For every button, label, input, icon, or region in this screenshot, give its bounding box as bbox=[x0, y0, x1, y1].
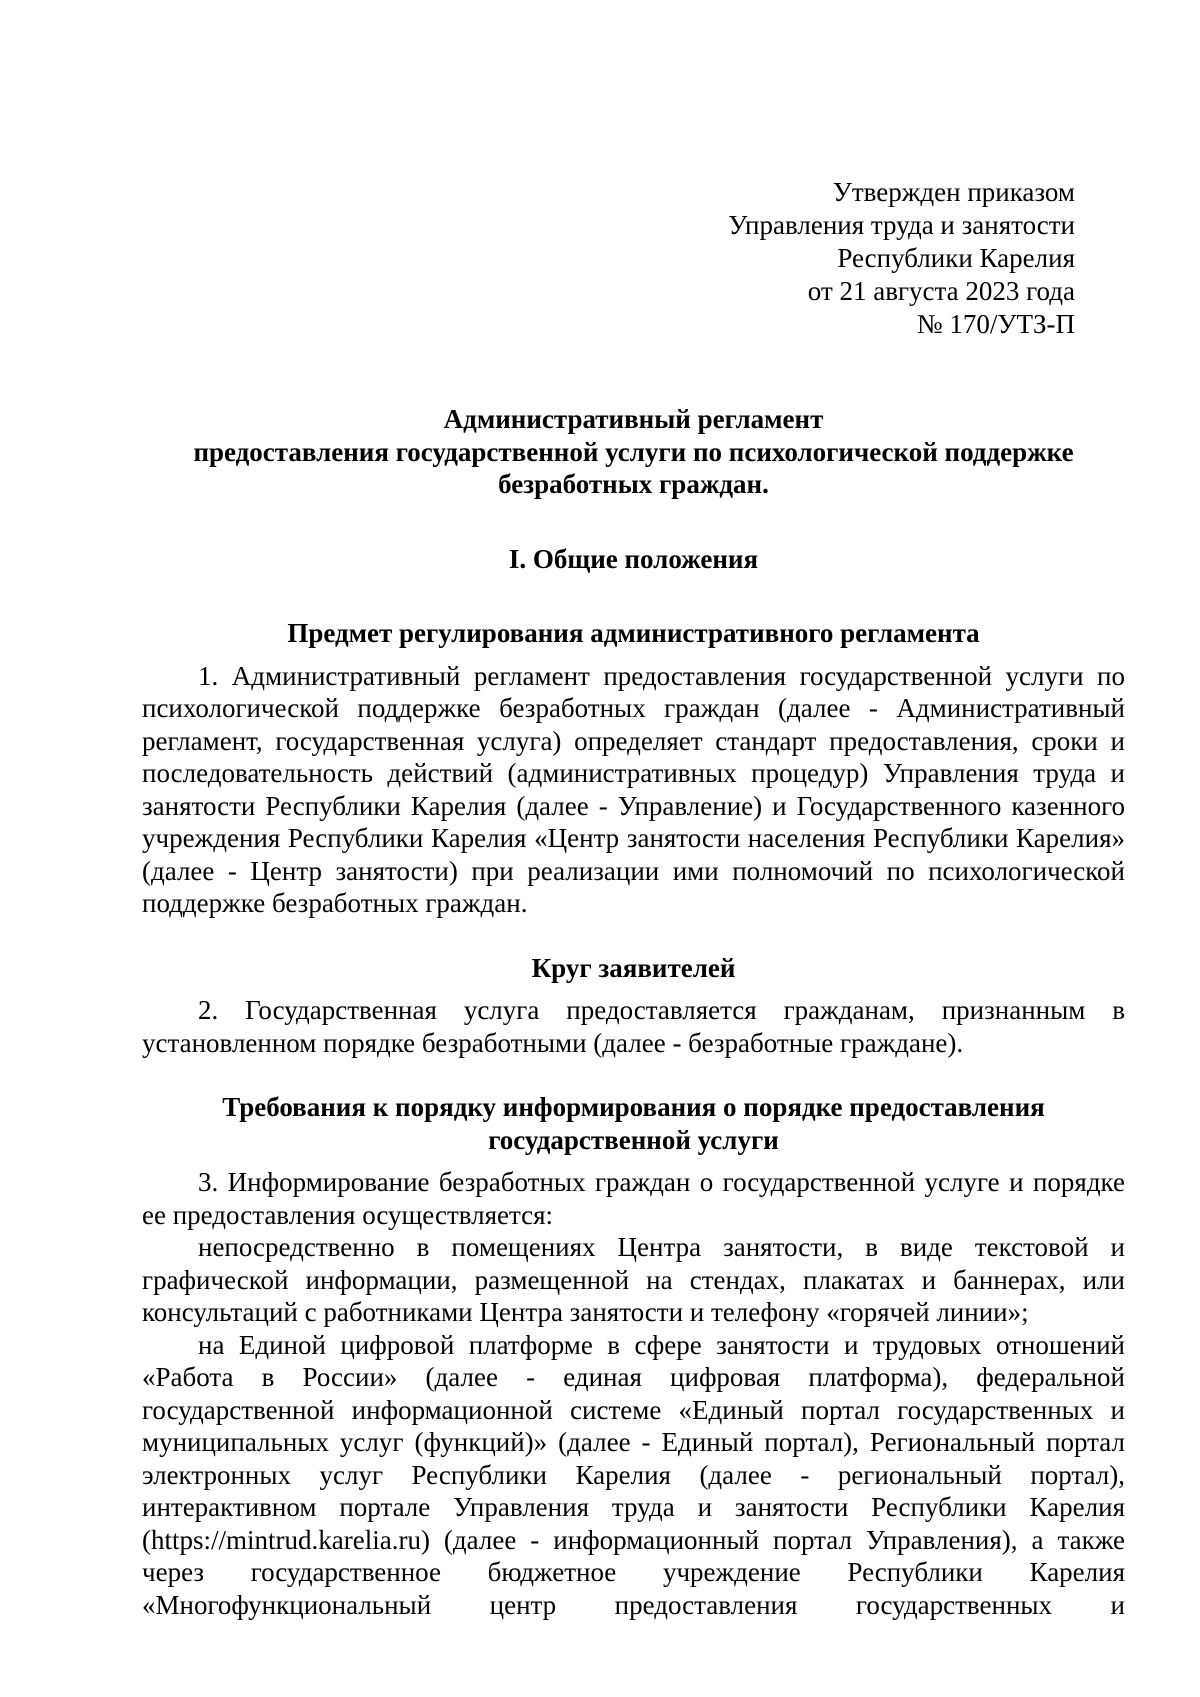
approval-line-2: Управления труда и занятости bbox=[728, 210, 1075, 240]
title-line-3: безработных граждан. bbox=[498, 469, 769, 499]
approval-stamp bbox=[728, 176, 1075, 341]
approval-line-1: Утвержден приказом bbox=[832, 177, 1075, 207]
title-line-2: предоставления государственной услуги по психологической поддержке bbox=[193, 436, 1074, 467]
paragraph-3a: непосредственно в помещениях Центра занятости, в виде текстовой и графической информации, размещенной на стендах, плакатах и баннерах, или консультаций с работниками Центра занятости и телефону «горячей линии»; bbox=[142, 1232, 1125, 1327]
informing-heading-line-2: государственной услуги bbox=[488, 1124, 779, 1155]
document-title bbox=[142, 403, 1125, 501]
approval-line-5: № 170/УТЗ-П bbox=[916, 309, 1075, 339]
paragraph-1: 1. Административный регламент предоставления государственной услуги по психологической поддержке безработных граждан (далее - Административный регламент, государственная услуга) определяет стандарт предоставления, сроки и последовательность действий (административных процедур) Управления труда и занятости Республики Карелия (далее - Управление) и Государственного казенного учреждения Республики Карелия «Центр занятости населения Республики Карелия» (далее - Центр занятости) при реализации ими полномочий по психологической поддержке безработных граждан. bbox=[142, 660, 1125, 918]
paragraph-3: 3. Информирование безработных граждан о государственной услуге и порядке ее предоставления осуществляется: bbox=[142, 1167, 1125, 1230]
title-line-1: Административный регламент bbox=[443, 404, 824, 434]
subsection-heading-applicants: Круг заявителей bbox=[531, 952, 736, 983]
paragraph-3b: на Единой цифровой платформе в сфере занятости и трудовых отношений «Работа в России» (далее - единая цифровая платформа), федеральной государственной информационной системе «Единый портал государственных и муниципальных услуг (функций)» (далее - Единый портал), Региональный портал электронных услуг Республики Карелия (далее - региональный портал), интерактивном портале Управления труда и занятости Республики Карелия (https://mintrud.karelia.ru) (далее - информационный портал Управления), а также через государственное бюджетное учреждение Республики Карелия «Многофункциональный центр предоставления государственных и bbox=[142, 1329, 1125, 1620]
subsection-heading-informing bbox=[142, 1091, 1125, 1156]
approval-line-3: Республики Карелия bbox=[837, 243, 1075, 273]
section-heading-general: I. Общие положения bbox=[508, 543, 759, 574]
document-body bbox=[142, 403, 1125, 1621]
subsection-heading-subject: Предмет регулирования административного регламента bbox=[287, 618, 980, 648]
approval-line-4: от 21 августа 2023 года bbox=[807, 276, 1075, 306]
informing-heading-line-1: Требования к порядку информирования о порядке предоставления bbox=[222, 1092, 1045, 1122]
paragraph-2: 2. Государственная услуга предоставляется гражданам, признанным в установленном порядке безработными (далее - безработные граждане). bbox=[142, 995, 1125, 1058]
